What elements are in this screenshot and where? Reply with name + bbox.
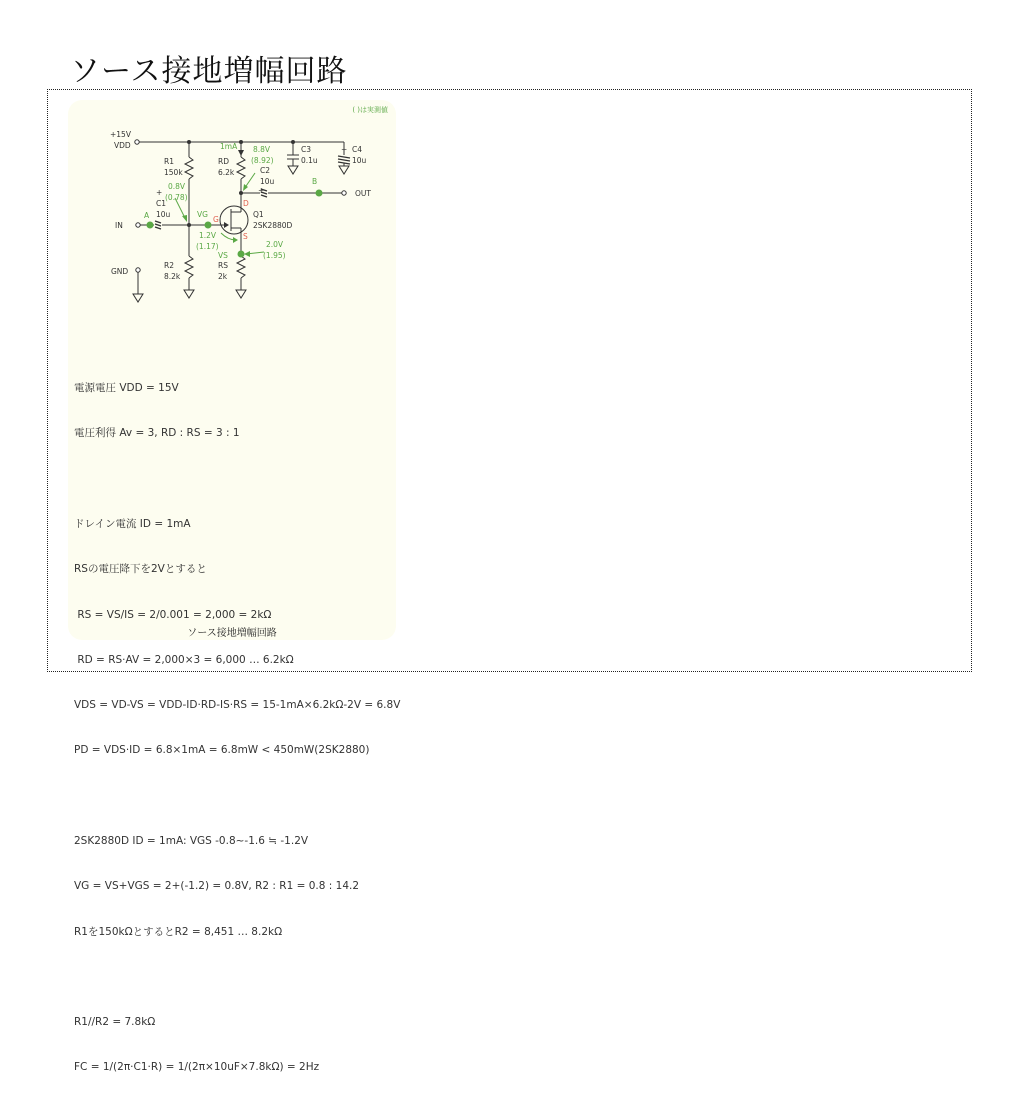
calc-line: [74, 970, 400, 985]
c4-name: C4: [352, 145, 363, 154]
r2-value: 8.2k: [164, 272, 181, 281]
source-voltage-measured: (1.95): [263, 251, 286, 260]
calc-line: FC = 1/(2π·C1·R) = 1/(2π×10uF×7.8kΩ) = 2Hz: [74, 1061, 320, 1074]
calc-line: ドレイン電流 ID = 1mA: [74, 518, 191, 531]
gate-voltage: 0.8V: [168, 182, 186, 191]
pin-g: G: [213, 215, 219, 224]
c2-name: C2: [260, 166, 271, 175]
svg-text:+: +: [258, 186, 265, 195]
r1-value: 150k: [164, 168, 183, 177]
input-label: IN: [115, 221, 123, 230]
r1-name: R1: [164, 157, 174, 166]
figure-panel: [68, 100, 401, 1074]
calc-line: PD = VDS·ID = 6.8×1mA = 6.8mW < 450mW(2SK2880): [74, 744, 370, 757]
calc-line: VDS = VD-VS = VDD-ID·RD-IS·RS = 15-1mA×6.2kΩ-2V = 6.8V: [74, 699, 401, 712]
circuit-schematic: [68, 100, 396, 350]
calc-line: 2SK2880D ID = 1mA: VGS -0.8~-1.6 ≒ -1.2V: [74, 835, 309, 847]
page-title: ソース接地増幅回路: [70, 54, 348, 89]
vgs-measured: (1.17): [196, 242, 219, 251]
test-point-b: B: [312, 177, 318, 186]
q1-part: 2SK2880D: [253, 221, 293, 230]
supply-label: +15V: [110, 130, 131, 139]
pin-d: D: [243, 199, 249, 208]
calc-line: 電源電圧 VDD = 15V: [74, 382, 179, 395]
test-point-a: A: [144, 211, 150, 220]
c1-name: C1: [156, 199, 167, 208]
design-calculations: [74, 351, 400, 1106]
svg-text:+: +: [341, 145, 348, 154]
drain-voltage-measured: (8.92): [251, 156, 274, 165]
calc-line: [74, 472, 400, 487]
calc-line: 電圧利得 Av = 3, RD : RS = 3 : 1: [74, 427, 240, 440]
c1-value: 10u: [156, 210, 171, 219]
output-label: OUT: [355, 189, 371, 198]
calc-line: RSの電圧降下を2Vとすると: [74, 563, 207, 576]
c3-value: 0.1u: [301, 156, 318, 165]
calc-line: RD = RS·AV = 2,000×3 = 6,000 … 6.2kΩ: [74, 653, 294, 666]
drain-voltage: 8.8V: [253, 145, 271, 154]
vgs-value: 1.2V: [199, 231, 217, 240]
pin-s: S: [243, 232, 248, 241]
rs-name: RS: [218, 261, 228, 270]
c3-name: C3: [301, 145, 312, 154]
rd-value: 6.2k: [218, 168, 235, 177]
ground-label: GND: [111, 267, 129, 276]
c2-value: 10u: [260, 177, 275, 186]
supply-sublabel: VDD: [114, 141, 131, 150]
drain-current: 1mA: [220, 142, 238, 151]
measured-note: ( )は実測値: [352, 106, 388, 114]
figure-caption: ソース接地増幅回路: [187, 628, 277, 639]
calc-line: R1//R2 = 7.8kΩ: [74, 1016, 156, 1029]
svg-text:+: +: [156, 188, 163, 197]
rd-name: RD: [218, 157, 229, 166]
r2-name: R2: [164, 261, 174, 270]
rs-value: 2k: [218, 272, 228, 281]
calc-line: [74, 789, 400, 804]
c4-value: 10u: [352, 156, 367, 165]
calc-line: VG = VS+VGS = 2+(-1.2) = 0.8V, R2 : R1 = 0.8 : 14.2: [74, 880, 360, 893]
q1-name: Q1: [253, 210, 264, 219]
calc-line: RS = VS/IS = 2/0.001 = 2,000 = 2kΩ: [74, 608, 272, 621]
test-point-vs: VS: [218, 251, 228, 260]
source-voltage: 2.0V: [266, 240, 284, 249]
test-point-vg: VG: [197, 210, 208, 219]
calc-line: R1を150kΩとするとR2 = 8,451 … 8.2kΩ: [74, 925, 283, 938]
gate-voltage-measured: (0.78): [165, 193, 188, 202]
